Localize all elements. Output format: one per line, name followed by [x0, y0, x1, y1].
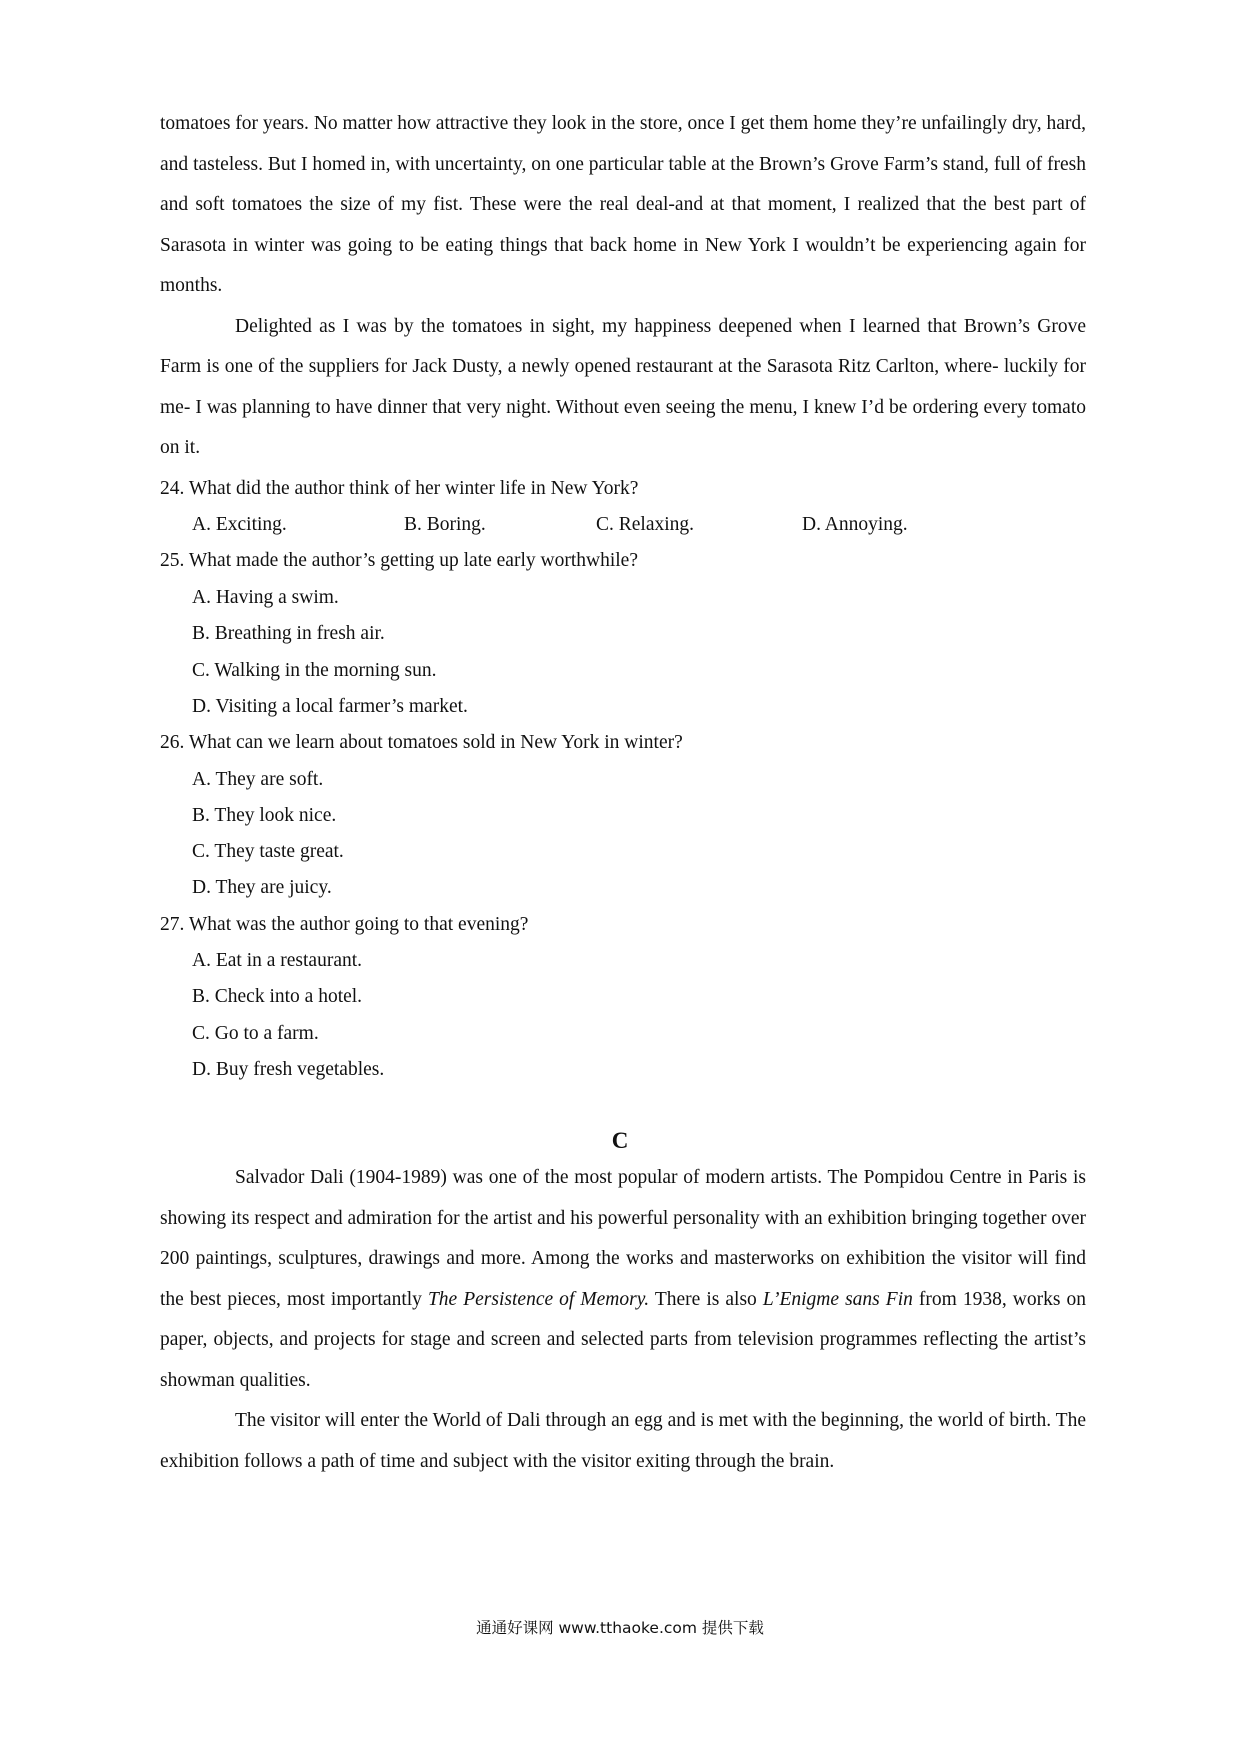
passage-c-paragraph-1 — [160, 1158, 1086, 1401]
question-27-option-d: D. Buy fresh vegetables. — [192, 1059, 385, 1080]
passage-c-text-1: Salvador Dali (1904-1989) was one of the most popular of modern artists. The Pompidou Centre in Paris is showing its respect and admiration for the artist and his powerful personality with an exhibition bringing together over 200 paintings, sculptures, drawings and more. Among the works and masterworks on exhibition the visitor will find the best pieces, most importantly — [160, 1167, 1086, 1310]
question-27-option-a: A. Eat in a restaurant. — [192, 950, 363, 971]
question-24-option-c: C. Relaxing. — [596, 514, 695, 535]
question-25-stem: 25. What made the author’s getting up late early worthwhile? — [160, 550, 638, 571]
passage-b-paragraph-1: tomatoes for years. No matter how attractive they look in the store, once I get them home they’re unfailingly dry, hard, and tasteless. But I homed in, with uncertainty, on one particular table at the Brown’s Grove Farm’s stand, full of fresh and soft tomatoes the size of my fist. These were the real deal-and at that moment, I realized that the best part of Sarasota in winter was going to be eating things that back home in New York I wouldn’t be experiencing again for months. — [160, 113, 1086, 296]
question-27-option-c: C. Go to a farm. — [192, 1023, 319, 1044]
question-26-option-c: C. They taste great. — [192, 841, 344, 862]
question-24-stem: 24. What did the author think of her winter life in New York? — [160, 478, 639, 499]
question-24-option-a: A. Exciting. — [192, 514, 287, 535]
question-24-option-d: D. Annoying. — [802, 514, 908, 535]
question-25-option-d: D. Visiting a local farmer’s market. — [192, 696, 468, 717]
passage-b-paragraph-2: Delighted as I was by the tomatoes in sight, my happiness deepened when I learned that Brown’s Grove Farm is one of the suppliers for Jack Dusty, a newly opened restaurant at the Sarasota Ritz Carlton, where- luckily for me- I was planning to have dinner that very night. Without even seeing the menu, I knew I’d be ordering every tomato on it. — [160, 315, 1086, 458]
section-c-heading: C — [611, 1128, 629, 1153]
question-26-option-d: D. They are juicy. — [192, 877, 332, 898]
passage-c — [160, 1158, 1086, 1482]
question-26-option-b: B. They look nice. — [192, 805, 337, 826]
question-25-option-c: C. Walking in the morning sun. — [192, 660, 437, 681]
question-25-option-a: A. Having a swim. — [192, 587, 339, 608]
question-25-option-b: B. Breathing in fresh air. — [192, 623, 385, 644]
page-footer: 通通好课网 www.tthaoke.com 提供下载 — [476, 1619, 764, 1637]
passage-b — [160, 104, 1086, 469]
passage-c-paragraph-2: The visitor will enter the World of Dali through an egg and is met with the beginning, the world of birth. The exhibition follows a path of time and subject with the visitor exiting through the brain. — [160, 1410, 1086, 1472]
question-27-option-b: B. Check into a hotel. — [192, 986, 363, 1007]
artwork-title-enigme-sans-fin: L’Enigme sans Fin — [762, 1288, 913, 1310]
artwork-title-persistence-of-memory: The Persistence of Memory. — [427, 1288, 650, 1310]
question-26-option-a: A. They are soft. — [192, 769, 324, 790]
question-24-option-b: B. Boring. — [404, 514, 486, 535]
question-26-stem: 26. What can we learn about tomatoes sold in New York in winter? — [160, 732, 683, 753]
question-27-stem: 27. What was the author going to that evening? — [160, 914, 529, 935]
passage-c-text-3: from 1938, works on paper, objects, and projects for stage and screen and selected parts from television programmes reflecting the artist’s showman qualities. — [160, 1288, 1086, 1391]
passage-c-text-2: There is also — [649, 1288, 763, 1310]
